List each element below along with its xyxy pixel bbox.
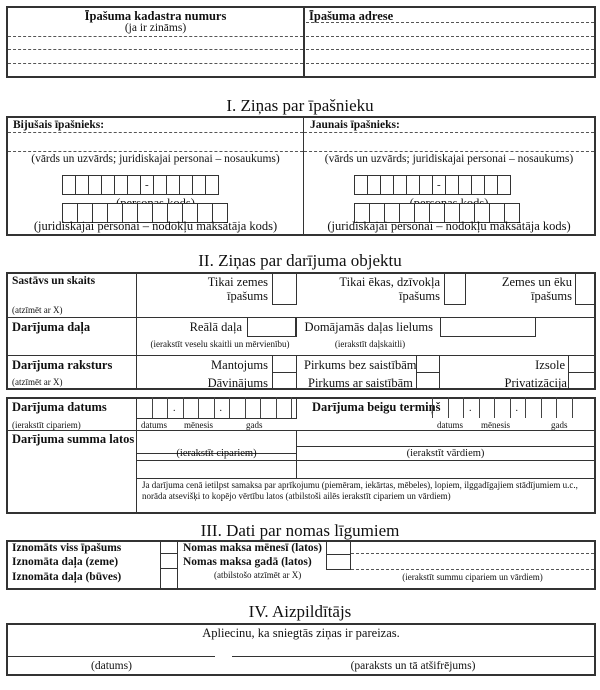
end-date-input[interactable] <box>432 397 588 418</box>
equipment-note: Ja darījuma cenā ietilpst samaksa par aprīkojumu (piemēram, iekārtas, mēbeles), lopiem, ilggadīgajiem stādījumiem u.c., norāda atsevišķi to kopējo vērtību latos (atbilstoši ailēs ierakstīt cipariem un vārdiem) <box>142 480 578 501</box>
purchase-no-obligations-label: Pirkums bez saistībām <box>304 358 417 372</box>
end-date-label: Darījuma beigu termiņš <box>312 400 441 414</box>
new-owner-label: Jaunais īpašnieks: <box>310 119 400 131</box>
notional-share-hint: (ierakstīt daļskaitli) <box>334 339 406 349</box>
code-cell[interactable] <box>393 175 407 195</box>
amount-words-input[interactable] <box>297 430 594 447</box>
section-3-title: III. Dati par nomas līgumiem <box>200 521 400 540</box>
purchase-with-obligations-label: Pirkums ar saistībām <box>308 376 413 390</box>
code-separator-cell <box>432 175 446 195</box>
header-divider <box>303 6 305 78</box>
leased-land-label: Iznomāta daļa (zeme) <box>12 556 119 568</box>
leased-buildings-checkbox[interactable] <box>160 569 178 590</box>
code-cell[interactable] <box>406 175 420 195</box>
auction-checkbox[interactable] <box>568 355 596 373</box>
code-cell[interactable] <box>354 175 368 195</box>
composition-label: Sastāvs un skaits <box>12 275 96 287</box>
yearly-rent-label: Nomas maksa gadā (latos) <box>183 556 312 568</box>
day-label: datums <box>141 420 167 430</box>
month-cell[interactable] <box>480 397 496 418</box>
dash-separator: - <box>437 179 441 191</box>
filler-date-hint: (datums) <box>91 660 132 672</box>
address-line-4[interactable] <box>306 63 594 64</box>
day-cell[interactable] <box>137 397 153 418</box>
code-cell[interactable] <box>445 175 459 195</box>
transaction-date-input[interactable] <box>137 397 292 418</box>
month-cell[interactable] <box>199 397 215 418</box>
notional-share-input[interactable] <box>440 317 536 337</box>
month-cell[interactable] <box>184 397 200 418</box>
share-label: Darījuma daļa <box>12 320 91 334</box>
code-cell[interactable] <box>114 175 128 195</box>
end-day-label: datums <box>437 420 463 430</box>
previous-owner-name-hint: (vārds un uzvārds; juridiskajai personai – nosaukums) <box>31 153 280 165</box>
code-cell[interactable] <box>88 175 102 195</box>
code-cell[interactable] <box>179 175 193 195</box>
day-cell[interactable] <box>433 397 449 418</box>
code-cell[interactable] <box>62 175 76 195</box>
option-land-and-buildings-line2: īpašums <box>531 289 572 303</box>
leased-buildings-label: Iznomāta daļa (būves) <box>12 571 122 583</box>
year-cell[interactable] <box>542 397 558 418</box>
option-building-only-line1: Tikai ēkas, dzīvokļa <box>339 275 440 289</box>
label-column-divider <box>136 272 137 390</box>
year-label: gads <box>246 420 263 430</box>
gift-checkbox[interactable] <box>272 373 297 390</box>
equipment-divider <box>137 478 596 479</box>
end-year-label: gads <box>551 420 568 430</box>
equipment-digits-input[interactable] <box>137 461 296 478</box>
filler-signature-input[interactable] <box>232 640 594 657</box>
rent-amount-line-1[interactable] <box>351 553 594 554</box>
previous-owner-personal-code[interactable] <box>63 175 219 195</box>
code-cell[interactable] <box>166 175 180 195</box>
code-cell[interactable] <box>127 175 141 195</box>
new-owner-name-line-1[interactable] <box>304 132 594 133</box>
address-line-1[interactable] <box>306 22 594 23</box>
nature-hint: (atzīmēt ar X) <box>12 377 63 387</box>
code-cell[interactable] <box>380 175 394 195</box>
section-1-title: I. Ziņas par īpašnieku <box>226 96 374 115</box>
real-share-hint: (ierakstīt veselu skaitli un mērvienību) <box>150 339 290 349</box>
date-dot: . <box>173 403 176 414</box>
code-cell[interactable] <box>75 175 89 195</box>
amount-digits-hint: (ierakstīt cipariem) <box>176 448 257 459</box>
year-cell[interactable] <box>261 397 277 418</box>
cadastre-line-1[interactable] <box>8 36 303 37</box>
leased-land-checkbox[interactable] <box>160 554 178 569</box>
date-row-divider <box>137 418 297 419</box>
land-only-checkbox[interactable] <box>272 272 297 305</box>
code-cell[interactable] <box>458 175 472 195</box>
new-owner-name-line-2[interactable] <box>304 151 594 152</box>
inheritance-checkbox[interactable] <box>272 355 297 373</box>
year-cell[interactable] <box>277 397 293 418</box>
option-land-only-line1: Tikai zemes <box>207 275 268 289</box>
option-land-and-buildings-line1: Zemes un ēku <box>501 275 572 289</box>
nature-label: Darījuma raksturs <box>12 358 113 372</box>
previous-owner-name-line-2[interactable] <box>8 151 303 152</box>
new-owner-name-hint: (vārds un uzvārds; juridiskajai personai – nosaukums) <box>324 153 574 165</box>
gift-label: Dāvinājums <box>207 376 268 390</box>
cadastre-number-hint: (ja ir zināms) <box>124 22 187 34</box>
option-building-only-line2: īpašums <box>399 289 440 303</box>
code-cell[interactable] <box>367 175 381 195</box>
new-owner-tax-code-hint: (juridiskajai personai – nodokļu maksātāja kods) <box>327 219 571 233</box>
cadastre-number-label: Īpašuma kadastra numurs <box>84 9 227 23</box>
purchase-no-obligations-checkbox[interactable] <box>416 355 440 373</box>
auction-label: Izsole <box>535 358 565 372</box>
amount-label: Darījuma summa latos <box>12 432 135 446</box>
day-cell[interactable] <box>153 397 169 418</box>
option-land-and-buildings-label <box>470 275 572 303</box>
rent-amount-line-2[interactable] <box>351 569 594 570</box>
monthly-rent-label: Nomas maksa mēnesī (latos) <box>183 542 322 554</box>
real-share-label: Reālā daļa <box>189 320 242 334</box>
cadastre-line-2[interactable] <box>8 49 303 50</box>
new-owner-personal-code[interactable] <box>355 175 511 195</box>
previous-owner-name-line-1[interactable] <box>8 132 303 133</box>
code-cell[interactable] <box>471 175 485 195</box>
yearly-rent-checkbox[interactable] <box>326 555 351 570</box>
amount-words-hint: (ierakstīt vārdiem) <box>406 448 485 459</box>
purchase-with-obligations-checkbox[interactable] <box>416 373 440 390</box>
month-label: mēnesis <box>184 420 213 430</box>
filler-date-input[interactable] <box>8 640 215 657</box>
section-4-title: IV. Aizpildītājs <box>248 602 352 621</box>
rent-hint: (atbilstošo atzīmēt ar X) <box>214 570 302 580</box>
land-and-buildings-checkbox[interactable] <box>575 272 596 305</box>
dash-separator: - <box>145 179 149 191</box>
date-dot: . <box>469 403 472 414</box>
option-land-only-line2: īpašums <box>227 289 268 303</box>
year-cell[interactable] <box>557 397 573 418</box>
filler-signature-hint: (paraksts un tā atšifrējums) <box>350 660 476 672</box>
address-line-2[interactable] <box>306 36 594 37</box>
cadastre-line-3[interactable] <box>8 63 303 64</box>
owner-divider <box>303 116 304 236</box>
option-land-only-label <box>140 275 268 303</box>
end-month-label: mēnesis <box>481 420 510 430</box>
transaction-date-hint: (ierakstīt cipariem) <box>12 420 81 430</box>
code-cell[interactable] <box>153 175 167 195</box>
separator-cell <box>464 397 480 418</box>
option-building-only-label <box>300 275 440 303</box>
row-divider <box>6 355 596 356</box>
separator-cell <box>215 397 231 418</box>
year-cell[interactable] <box>526 397 542 418</box>
privatization-label: Privatizācija <box>504 376 567 390</box>
composition-hint: (atzīmēt ar X) <box>12 305 63 315</box>
leased-whole-checkbox[interactable] <box>160 540 178 554</box>
year-cell[interactable] <box>230 397 246 418</box>
building-only-checkbox[interactable] <box>444 272 466 305</box>
equipment-words-input[interactable] <box>297 461 594 478</box>
separator-cell <box>511 397 527 418</box>
day-cell[interactable] <box>449 397 465 418</box>
leased-whole-label: Iznomāts viss īpašums <box>12 542 122 554</box>
code-separator-cell <box>140 175 154 195</box>
transaction-date-label: Darījuma datums <box>12 400 107 414</box>
address-line-3[interactable] <box>306 49 594 50</box>
previous-owner-label: Bijušais īpašnieks: <box>13 119 105 131</box>
privatization-checkbox[interactable] <box>568 373 596 390</box>
monthly-rent-checkbox[interactable] <box>326 540 351 555</box>
date-divider <box>296 397 297 418</box>
code-cell[interactable] <box>205 175 219 195</box>
date-dot: . <box>219 403 222 414</box>
share-divider <box>296 317 297 337</box>
code-cell[interactable] <box>484 175 498 195</box>
section-2-title: II. Ziņas par darījuma objektu <box>198 251 402 270</box>
inheritance-label: Mantojums <box>211 358 268 372</box>
year-cell[interactable] <box>573 397 589 418</box>
code-cell[interactable] <box>192 175 206 195</box>
notional-share-label: Domājamās daļas lielums <box>304 320 433 334</box>
month-cell[interactable] <box>495 397 511 418</box>
date-dot: . <box>515 403 518 414</box>
real-share-input[interactable] <box>247 317 296 337</box>
previous-owner-tax-code-hint: (juridiskajai personai – nodokļu maksātāja kods) <box>33 219 278 233</box>
year-cell[interactable] <box>246 397 262 418</box>
address-label: Īpašuma adrese <box>309 9 394 23</box>
code-cell[interactable] <box>497 175 511 195</box>
separator-cell <box>168 397 184 418</box>
code-cell[interactable] <box>419 175 433 195</box>
code-cell[interactable] <box>101 175 115 195</box>
certification-statement: Apliecinu, ka sniegtās ziņas ir pareizas. <box>202 626 400 640</box>
rent-amount-hint: (ierakstīt summu cipariem un vārdiem) <box>402 572 543 582</box>
